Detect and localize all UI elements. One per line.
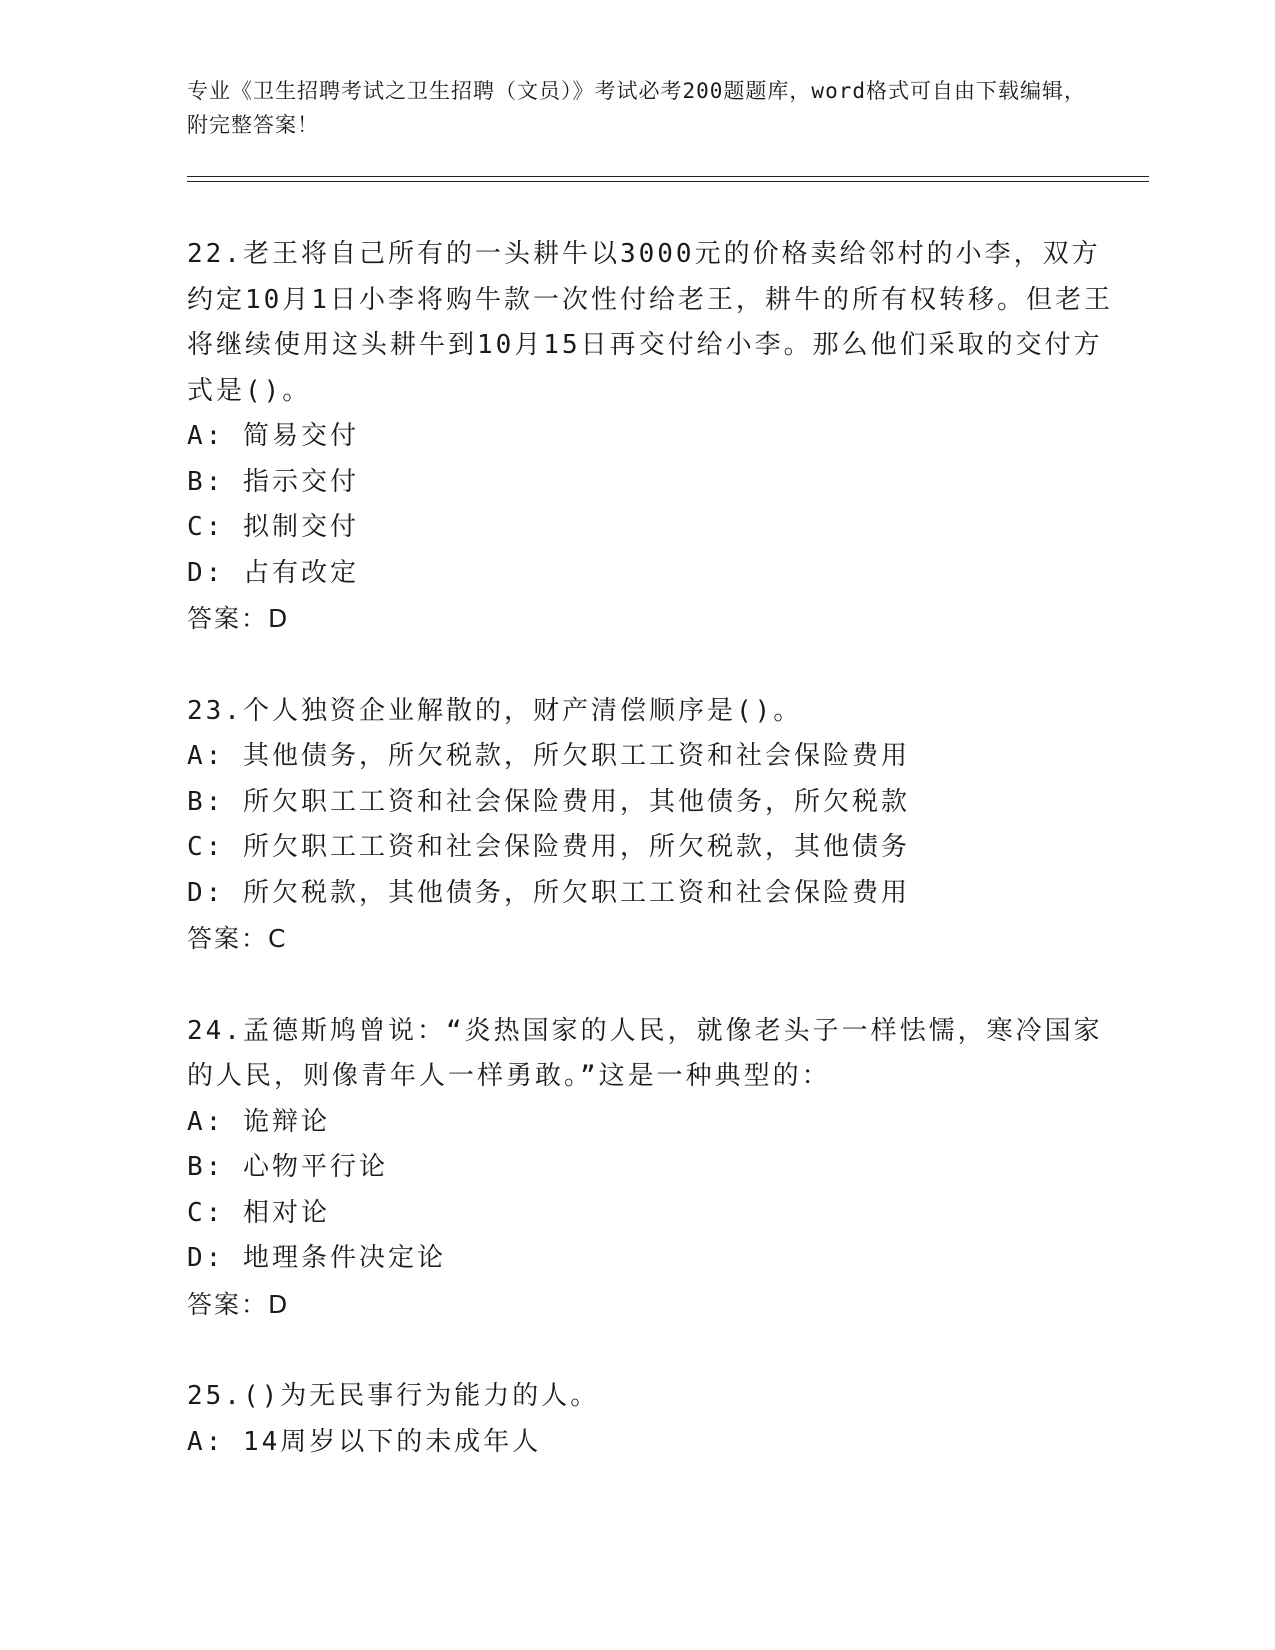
option-d: D: 地理条件决定论 <box>187 1243 446 1273</box>
option-a: A: 14周岁以下的未成年人 <box>187 1426 542 1457</box>
option-c: C: 拟制交付 <box>187 512 359 542</box>
question-stem: 22.老王将自己所有的一头耕牛以3000元的价格卖给邻村的小李，双方约定10月1日小李将购牛款一次性付给老王，耕牛的所有权转移。但老王将继续使用这头耕牛到10月15日再交付给小李。那么他们采取的交付方式是()。 <box>187 239 1113 406</box>
question-stem: 24.孟德斯鸠曾说：“炎热国家的人民，就像老头子一样怯懦，寒冷国家的人民，则像青年人一样勇敢。”这是一种典型的： <box>187 1015 1103 1091</box>
question-22 <box>187 232 1117 642</box>
option-a: A: 诡辩论 <box>187 1106 330 1137</box>
answer-label: 答案：C <box>187 924 288 953</box>
question-stem: 25.()为无民事行为能力的人。 <box>187 1381 600 1411</box>
header-divider-bottom <box>187 181 1149 182</box>
option-b: B: 心物平行论 <box>187 1152 388 1182</box>
option-d: D: 占有改定 <box>187 557 359 588</box>
option-c: C: 相对论 <box>187 1197 330 1228</box>
answer-label: 答案：D <box>187 604 290 633</box>
document-header: 专业《卫生招聘考试之卫生招聘（文员）》考试必考200题题库，word格式可自由下载编辑，附完整答案！ <box>187 79 1086 137</box>
option-c: C: 所欠职工工资和社会保险费用，所欠税款，其他债务 <box>187 832 910 862</box>
question-25 <box>187 1374 1117 1465</box>
question-24 <box>187 1009 1117 1328</box>
option-b: B: 指示交付 <box>187 466 359 497</box>
option-a: A: 简易交付 <box>187 421 359 451</box>
question-stem: 23.个人独资企业解散的，财产清偿顺序是()。 <box>187 695 803 726</box>
answer-label: 答案：D <box>187 1289 290 1319</box>
option-b: B: 所欠职工工资和社会保险费用，其他债务，所欠税款 <box>187 786 910 817</box>
option-a: A: 其他债务，所欠税款，所欠职工工资和社会保险费用 <box>187 741 910 771</box>
option-d: D: 所欠税款，其他债务，所欠职工工资和社会保险费用 <box>187 877 910 908</box>
question-23 <box>187 689 1117 962</box>
header-divider-top <box>187 176 1149 177</box>
question-list <box>187 232 1117 1512</box>
